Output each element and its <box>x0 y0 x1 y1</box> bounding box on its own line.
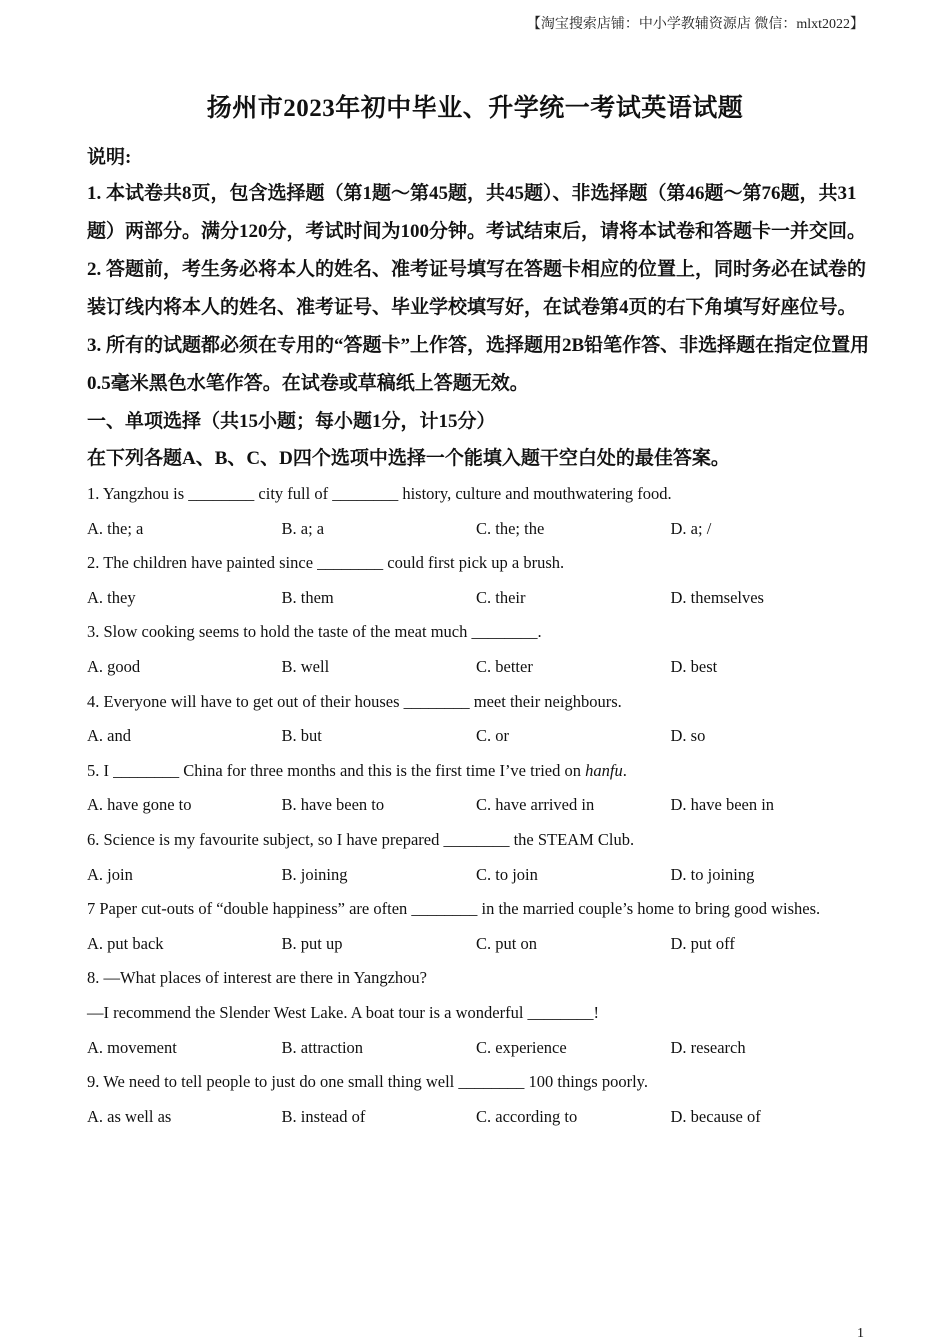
options-row <box>87 1031 877 1066</box>
option-b: B. put up <box>281 933 343 953</box>
option-a: A. good <box>87 656 141 676</box>
question-2: 2. The children have painted since ________ could first pick up a brush. <box>87 553 565 573</box>
instruction-3: 3. 所有的试题都必须在专用的“答题卡”上作答，选择题用2B铅笔作答、非选择题在指定位置用0.5毫米黑色水笔作答。在试卷或草稿纸上答题无效。 <box>87 335 870 394</box>
instructions-label: 说明: <box>87 147 132 168</box>
option-d: D. themselves <box>670 587 764 607</box>
option-d: D. have been in <box>670 795 775 815</box>
page-number: 1 <box>857 1326 864 1341</box>
option-a: A. movement <box>87 1037 177 1057</box>
question-9: 9. We need to tell people to just do one small thing well ________ 100 things poorly. <box>87 1072 648 1092</box>
instruction-1: 1. 本试卷共8页，包含选择题（第1题〜第45题，共45题）、非选择题（第46题〜第76题，共31题）两部分。满分120分，考试时间为100分钟。考试结束后，请将本试卷和答题卡一并交回。 <box>87 183 867 242</box>
exam-content <box>87 145 877 1134</box>
question-8-response: —I recommend the Slender West Lake. A boat tour is a wonderful ________! <box>87 1002 600 1022</box>
option-a: A. join <box>87 864 133 884</box>
option-c: C. to join <box>476 864 538 884</box>
question-1: 1. Yangzhou is ________ city full of ________ history, culture and mouthwatering food. <box>87 484 672 503</box>
option-d: D. a; / <box>670 518 712 538</box>
option-b: B. instead of <box>281 1106 366 1126</box>
question-7: 7 Paper cut-outs of “double happiness” are often ________ in the married couple’s home to bring good wishes. <box>87 899 821 919</box>
options-row <box>87 581 877 616</box>
option-c: C. according to <box>476 1106 578 1126</box>
options-row <box>87 719 877 754</box>
options-row <box>87 650 877 685</box>
option-d: D. best <box>670 656 718 676</box>
option-c: C. better <box>476 656 533 676</box>
question-3: 3. Slow cooking seems to hold the taste of the meat much ________. <box>87 622 542 642</box>
option-b: B. well <box>281 656 330 676</box>
option-c: C. or <box>476 726 509 746</box>
page-title: 扬州市2023年初中毕业、升学统一考试英语试题 <box>206 95 744 122</box>
options-row <box>87 858 877 893</box>
option-a: A. the; a <box>87 518 144 538</box>
question-5 <box>87 754 877 789</box>
question-4: 4. Everyone will have to get out of their houses ________ meet their neighbours. <box>87 691 622 711</box>
options-row <box>87 1100 877 1135</box>
option-b: B. attraction <box>281 1037 364 1057</box>
section-instruction: 在下列各题A、B、C、D四个选项中选择一个能填入题干空白处的最佳答案。 <box>87 448 730 469</box>
question-5-text: 5. I ________ China for three months and this is the first time I’ve tried on <box>87 760 586 780</box>
question-8: 8. —What places of interest are there in Yangzhou? <box>87 968 427 988</box>
option-c: C. have arrived in <box>476 795 595 815</box>
option-a: A. and <box>87 726 131 746</box>
question-5-italic: hanfu <box>585 760 623 780</box>
option-b: B. them <box>281 587 334 607</box>
options-row <box>87 788 877 823</box>
option-a: A. have gone to <box>87 795 192 815</box>
option-d: D. put off <box>670 933 735 953</box>
option-c: C. their <box>476 587 526 607</box>
option-a: A. put back <box>87 933 164 953</box>
option-d: D. so <box>670 726 706 746</box>
option-a: A. they <box>87 587 136 607</box>
option-d: D. to joining <box>670 864 755 884</box>
option-b: B. have been to <box>281 795 385 815</box>
option-b: B. but <box>281 726 322 746</box>
option-c: C. experience <box>476 1037 567 1057</box>
option-a: A. as well as <box>87 1106 172 1126</box>
option-d: D. research <box>670 1037 746 1057</box>
option-d: D. because of <box>670 1106 761 1126</box>
option-b: B. joining <box>281 864 348 884</box>
section-title: 一、单项选择（共15小题；每小题1分，计15分） <box>87 411 496 432</box>
header-note: 【淘宝搜索店铺：中小学教辅资源店 微信：mlxt2022】 <box>526 17 864 32</box>
options-row <box>87 927 877 962</box>
option-c: C. the; the <box>476 518 545 538</box>
instruction-2: 2. 答题前，考生务必将本人的姓名、准考证号填写在答题卡相应的位置上，同时务必在试卷的装订线内将本人的姓名、准考证号、毕业学校填写好，在试卷第4页的右下角填写好座位号。 <box>87 259 867 318</box>
question-5-end: . <box>622 760 627 780</box>
option-b: B. a; a <box>281 518 325 538</box>
option-c: C. put on <box>476 933 537 953</box>
question-6: 6. Science is my favourite subject, so I have prepared ________ the STEAM Club. <box>87 829 635 849</box>
options-row <box>87 512 877 547</box>
